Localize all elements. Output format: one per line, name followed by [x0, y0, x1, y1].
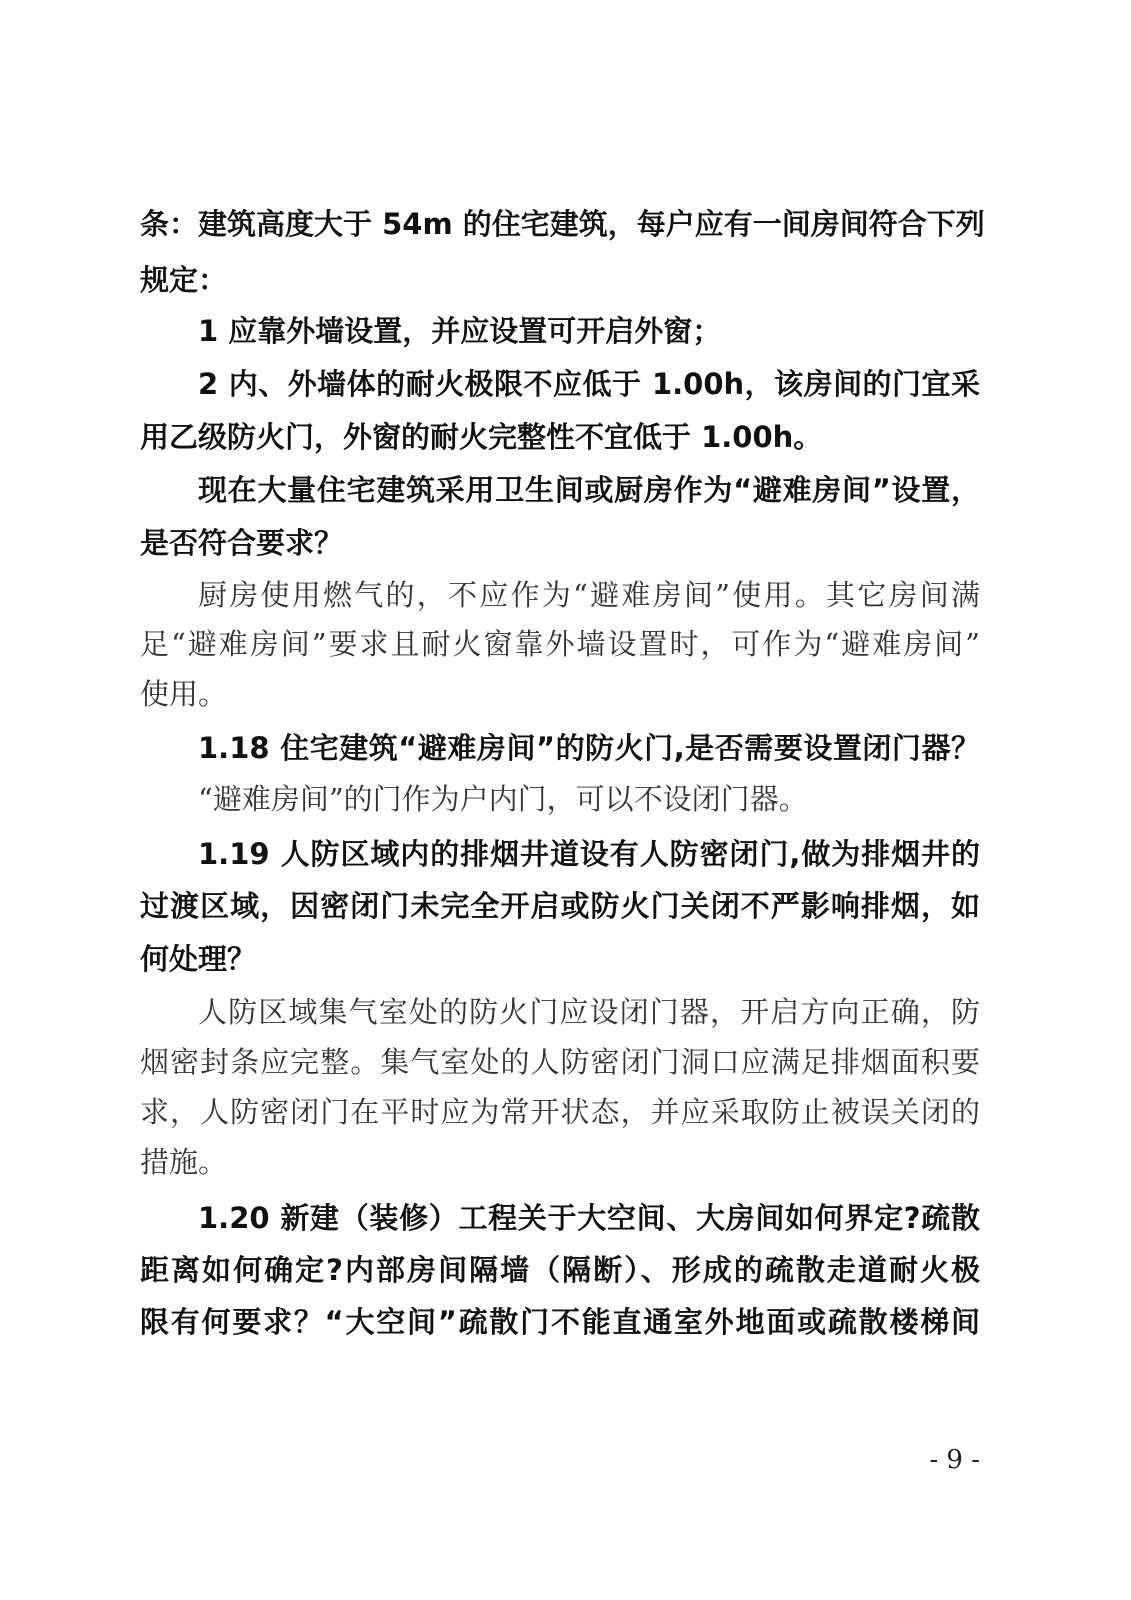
- text-line: 2 内、外墙体的耐火极限不应低于 1.00h，该房间的门宜采: [198, 367, 980, 401]
- text-line: 条：建筑高度大于 54m 的住宅建筑，每户应有一间房间符合下列: [140, 207, 985, 241]
- text-line: 过渡区域，因密闭门未完全开启或防火门关闭不严影响排烟，如: [140, 889, 980, 923]
- text-line: 1.18 住宅建筑“避难房间”的防火门,是否需要设置闭门器？: [198, 731, 980, 765]
- text-line: 何处理？: [140, 942, 257, 976]
- text-line: 限有何要求？“大空间”疏散门不能直通室外地面或疏散楼梯间: [140, 1305, 980, 1339]
- text-line: 规定：: [140, 263, 228, 297]
- page-number: - 9 -: [929, 1445, 980, 1475]
- text-line: 措施。: [140, 1145, 228, 1179]
- text-line: 求，人防密闭门在平时应为常开状态，并应采取防止被误关闭的: [140, 1095, 980, 1129]
- text-line: “避难房间”的门作为户内门，可以不设闭门器。: [198, 782, 808, 816]
- text-line: 距离如何确定?内部房间隔墙（隔断）、形成的疏散走道耐火极: [140, 1253, 980, 1287]
- text-line: 用乙级防火门，外窗的耐火完整性不宜低于 1.00h。: [140, 420, 823, 454]
- text-line: 烟密封条应完整。集气室处的人防密闭门洞口应满足排烟面积要: [140, 1045, 980, 1079]
- text-line: 1 应靠外墙设置，并应设置可开启外窗；: [198, 314, 722, 348]
- text-line: 1.20 新建（装修）工程关于大空间、大房间如何界定?疏散: [198, 1201, 980, 1235]
- text-line: 厨房使用燃气的，不应作为“避难房间”使用。其它房间满: [198, 578, 980, 612]
- text-line: 是否符合要求？: [140, 526, 344, 560]
- text-line: 使用。: [140, 677, 228, 711]
- text-line: 足“避难房间”要求且耐火窗靠外墙设置时，可作为“避难房间”: [140, 627, 980, 661]
- text-line: 现在大量住宅建筑采用卫生间或厨房作为“避难房间”设置，: [198, 473, 980, 507]
- text-line: 人防区域集气室处的防火门应设闭门器，开启方向正确，防: [198, 995, 980, 1029]
- text-line: 1.19 人防区域内的排烟井道设有人防密闭门,做为排烟井的: [198, 837, 980, 871]
